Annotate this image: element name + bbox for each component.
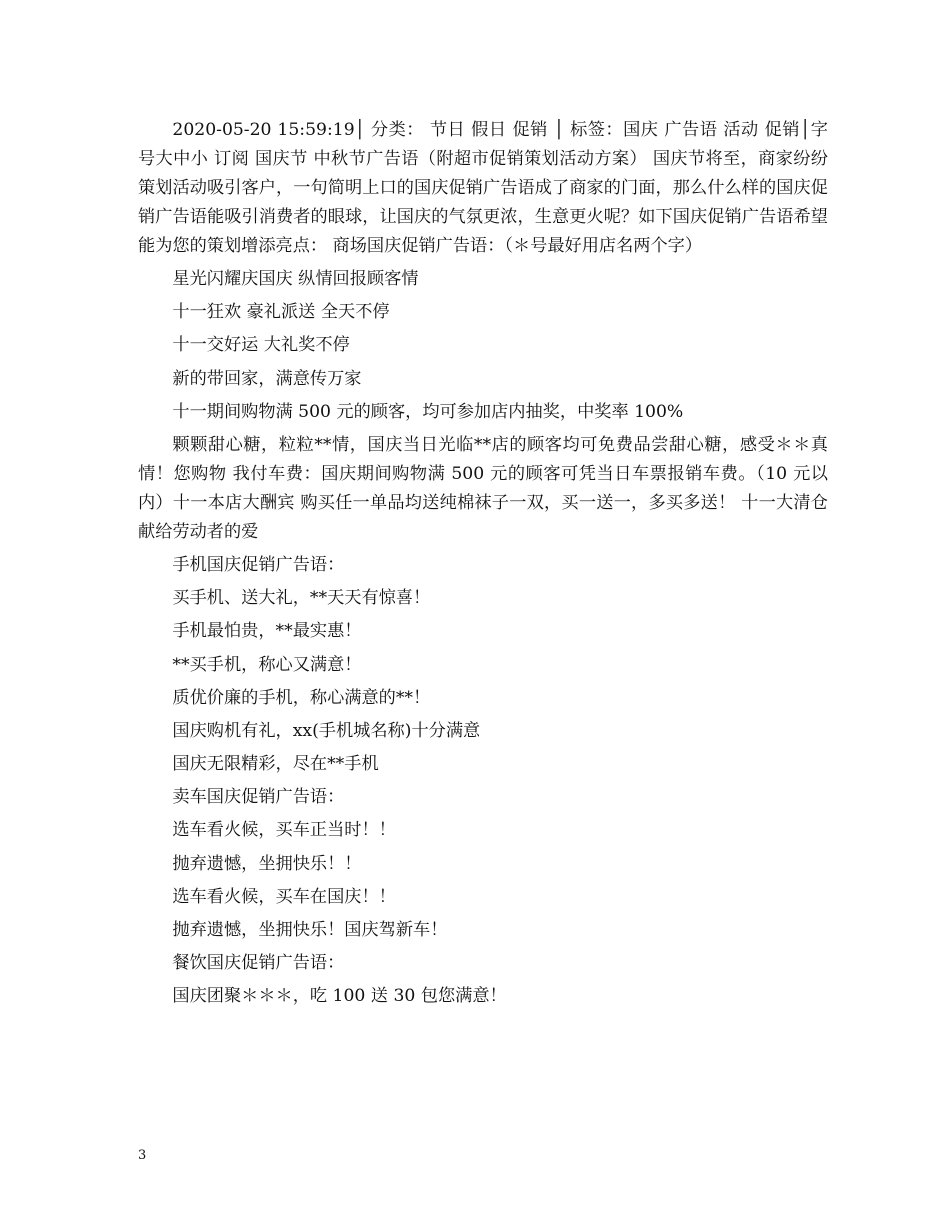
intro-paragraph: 2020-05-20 15:59:19│ 分类： 节日 假日 促销 │ 标签：国庆 广告语 活动 促销│字号大中小 订阅 国庆节 中秋节广告语（附超市促销策划活动方案） 国庆节将至，商家纷纷策划活动吸引客户，一句简明上口的国庆促销广告语成了商家的门面，那么什么样的国庆促销广告语能吸引消费者的眼球，让国庆的气氛更浓，生意更火呢？如下国庆促销广告语希望能为您的策划增添亮点： 商场国庆促销广告语：（＊号最好用店名两个字） <box>138 120 828 256</box>
document-body <box>138 116 828 1016</box>
text-line: 手机最怕贵，**最实惠！ <box>172 621 362 642</box>
text-line: 十一狂欢 豪礼派送 全天不停 <box>172 302 390 323</box>
text-line: 国庆购机有礼，xx(手机城名称)十分满意 <box>172 720 481 741</box>
text-line: 选车看火候，买车正当时！！ <box>172 820 396 841</box>
section-heading-dining: 餐饮国庆促销广告语： <box>172 953 345 974</box>
text-line: 抛弃遗憾，坐拥快乐！国庆驾新车！ <box>172 920 448 940</box>
text-line: 十一交好运 大礼奖不停 <box>172 335 350 356</box>
section-heading-phone: 手机国庆促销广告语： <box>172 554 345 575</box>
section-heading-car: 卖车国庆促销广告语： <box>172 787 345 808</box>
text-line: 十一期间购物满 500 元的顾客，均可参加店内抽奖，中奖率 100% <box>172 401 684 422</box>
text-line: 选车看火候，买车在国庆！！ <box>172 886 396 907</box>
text-line: 新的带回家，满意传万家 <box>172 368 362 389</box>
text-line: 抛弃遗憾，坐拥快乐！！ <box>172 853 362 874</box>
page-number: 3 <box>138 1148 147 1163</box>
long-paragraph: 颗颗甜心糖，粒粒**情，国庆当日光临**店的顾客均可免费品尝甜心糖，感受＊＊真情！您购物 我付车费：国庆期间购物满 500 元的顾客可凭当日车票报销车费。（10 元以内）十一本店大酬宾 购买任一单品均送纯棉袜子一双，买一送一，多买多送！ 十一大清仓 献给劳动者的爱 <box>138 434 828 542</box>
text-line: 国庆团聚＊＊＊，吃 100 送 30 包您满意！ <box>172 986 507 1007</box>
text-line: 买手机、送大礼，**天天有惊喜！ <box>172 588 431 609</box>
text-line: **买手机，称心又满意！ <box>172 654 362 675</box>
text-line: 星光闪耀庆国庆 纵情回报顾客情 <box>172 269 419 289</box>
text-line: 国庆无限精彩，尽在**手机 <box>172 754 379 775</box>
text-line: 质优价廉的手机，称心满意的**！ <box>172 687 431 708</box>
